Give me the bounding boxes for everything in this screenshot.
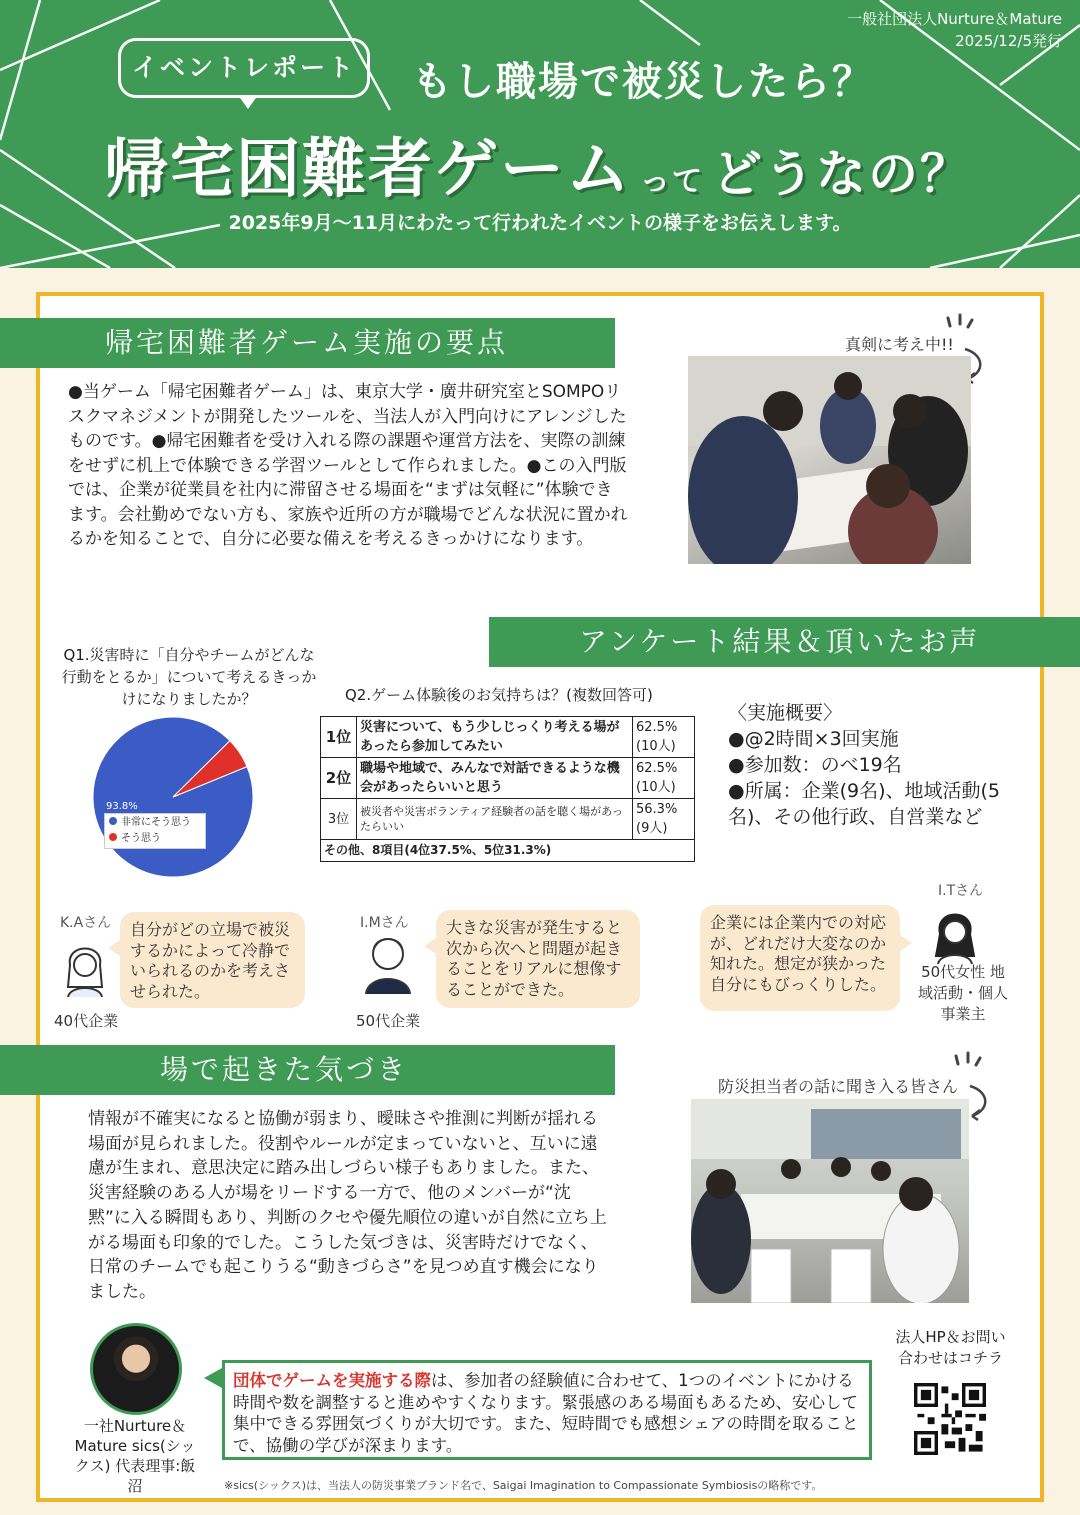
org-date: [847, 8, 1062, 52]
q2-question: Q2.ゲーム体験後のお気持ちは？(複数回答可): [345, 686, 653, 704]
voice1-bubble: 自分がどの立場で被災するかによって冷静でいられるのかを考えさせられた。: [120, 912, 305, 1008]
header-subtitle: もし職場で被災したら？: [412, 59, 874, 105]
message-text: は、参加者の経験値に合わせて、1つのイベントにかける時間や数を調整すると進めやすくなります。緊張感のある場面もあるため、安心して集中できる雰囲気づくりが大切です。また、短時間でも感想シェアの時間を取ることで、協働の学びが深まります。: [233, 1371, 859, 1455]
other-cell: その他、8項目(4位37.5%、5位31.3%): [321, 840, 695, 862]
message-tail: [204, 1368, 222, 1388]
q2-ranking-table: [320, 716, 695, 862]
pct-value: 62.5%: [636, 720, 678, 735]
voice1-attr: 40代企業: [54, 1012, 119, 1030]
woman-avatar-icon: [60, 935, 110, 999]
pie-legend: [104, 813, 206, 849]
voice3-bubble: 企業には企業内での対応が、どれだけ大変なのか知れた。想定が狭かった自分にもびっくりした。: [700, 905, 900, 1011]
event-report-tag: イベントレポート: [118, 38, 370, 98]
representative-photo: [90, 1323, 182, 1415]
voice2-attr: 50代企業: [356, 1012, 421, 1030]
section3-title: 場で起きた気づき: [0, 1045, 615, 1095]
tag-tail: [238, 95, 258, 109]
table-row: [321, 799, 695, 840]
q1-question: Q1.災害時に「自分やチームがどんな行動をとるか」について考えるきっかけになりましたか？: [61, 646, 317, 708]
pct-cell: [633, 758, 695, 799]
legend-item-1: [109, 815, 201, 831]
answer-cell: 災害について、もう少しじっくり考える場があったら参加してみたい: [357, 717, 633, 758]
voice1-name: K.Aさん: [60, 915, 112, 931]
lead-text: 2025年9月〜11月にわたって行われたイベントの様子をお伝えします。: [228, 212, 852, 234]
summary-item: ●所属：企業(9名)、地域活動(5名)、その他行政、自営業など: [728, 780, 1000, 828]
table-row: [321, 717, 695, 758]
photo-illustration: [688, 356, 971, 564]
rank-cell: 3位: [321, 799, 357, 840]
answer-cell: 被災者や災害ボランティア経験者の話を聴く場があったらいい: [357, 799, 633, 840]
voice3-name: I.Tさん: [938, 883, 984, 899]
count-value: (10人): [636, 739, 676, 754]
voice3-attr: 50代女性 地域活動・個人事業主: [918, 963, 1009, 1023]
representative-name: 一社Nurture＆Mature sics(シックス) 代表理事:飯沼: [74, 1417, 196, 1495]
legend-swatch-1: [109, 817, 117, 825]
issue-date: 2025/12/5発行: [955, 32, 1062, 50]
answer-cell: 職場や地域で、みんなで対話できるような機会があったらいいと思う: [357, 758, 633, 799]
table-row: [321, 840, 695, 862]
section1-body: ●当ゲーム「帰宅困難者ゲーム」は、東京大学・廣井研究室とSOMPOリスクマネジメントが開発したツールを、当法人が入門向けにアレンジしたものです。●帰宅困難者を受け入れる際の課題や運営方法を、実際の訓練をせずに机上で体験できる学習ツールとして作られました。●この入門版では、企業が従業員を社内に滞留させる場面を“まずは気軽に”体験できます。会社勤めでない方も、家族や近所の方が職場でどんな状況に置かれるかを知ることで、自分に必要な備えを考えるきっかけになります。: [68, 382, 628, 549]
section2-title: アンケート結果＆頂いたお声: [489, 617, 1080, 667]
title-end: どうなの？: [712, 145, 972, 203]
table-row: [321, 758, 695, 799]
pie-data-label: 93.8%: [106, 801, 138, 812]
pct-value: 56.3%: [636, 802, 678, 817]
message-highlight: 団体でゲームを実施する際: [233, 1371, 431, 1390]
workshop-photo-2: [691, 1099, 969, 1303]
footnote: ※sics(シックス)は、当法人の防災事業ブランド名で、Saigai Imagination to Compassionate Symbiosisの略称です。: [224, 1479, 823, 1492]
count-value: (10人): [636, 780, 676, 795]
title-particle: って: [640, 164, 704, 199]
section3-body: 情報が不確実になると協働が弱まり、曖昧さや推測に判断が揺れる場面が見られました。役割やルールが定まっていないと、互いに遠慮が生まれ、意思決定に踏み出しづらい様子もありました。また、災害経験のある人が場をリードする一方で、他のメンバーが“沈黙”に入る瞬間もあり、判断のクセや優先順位の違いが自然に立ち上がる場面も印象的でした。こうした気づきは、災害時だけでなく、日常のチームでも起こりうる“動きづらさ”を見つめ直す機会になりました。: [88, 1109, 607, 1302]
workshop-photo-1: [688, 356, 971, 564]
photo2-caption: 防災担当者の話に聞き入る皆さん: [718, 1077, 959, 1096]
count-value: (9人): [636, 821, 668, 836]
summary-item: ●参加数：のべ19名: [728, 754, 902, 776]
legend-item-2: [109, 831, 201, 847]
pct-value: 62.5%: [636, 761, 678, 776]
representative-message: [222, 1360, 872, 1460]
qr-code-icon[interactable]: [914, 1383, 986, 1455]
photo-illustration-2: [691, 1099, 969, 1303]
q1-pie-chart: [88, 712, 258, 882]
main-title: [104, 118, 972, 210]
voice2-bubble: 大きな災害が発生すると次から次へと問題が起きることをリアルに想像することができた。: [436, 910, 640, 1008]
rank-cell: 2位: [321, 758, 357, 799]
voice2-name: I.Mさん: [360, 915, 409, 931]
section1-title: 帰宅困難者ゲーム実施の要点: [0, 318, 615, 368]
header-banner: [0, 0, 1080, 268]
event-summary: [728, 700, 1038, 830]
woman-avatar-icon-2: [930, 902, 980, 964]
rank-cell: 1位: [321, 717, 357, 758]
summary-item: ●@2時間×3回実施: [728, 728, 899, 750]
pct-cell: [633, 717, 695, 758]
legend-swatch-2: [109, 833, 117, 841]
legend-label-1: 非常にそう思う: [121, 817, 191, 828]
pct-cell: [633, 799, 695, 840]
man-avatar-icon: [360, 930, 416, 996]
summary-title: 〈実施概要〉: [728, 702, 843, 724]
photo1-caption: 真剣に考え中!!: [845, 335, 954, 354]
qr-caption: 法人HP＆お問い合わせはコチラ: [895, 1328, 1006, 1367]
legend-label-2: そう思う: [121, 833, 161, 844]
org-name: 一般社団法人Nurture＆Mature: [847, 10, 1062, 28]
title-main: 帰宅困難者ゲーム: [104, 133, 632, 207]
